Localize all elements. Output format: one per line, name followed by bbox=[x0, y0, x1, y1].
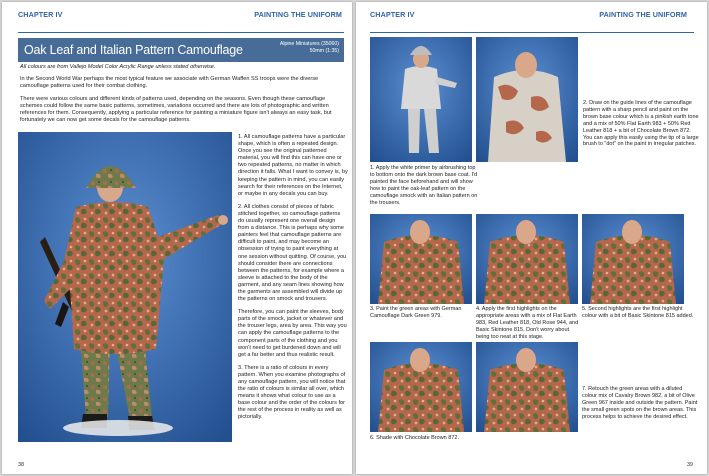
step-6-caption: 6. Shade with Chocolate Brown 872. bbox=[370, 435, 459, 441]
article-title-bar bbox=[18, 38, 344, 62]
step-5-caption: 5. Second highlights are the first highlight colour with a bit of Basic Skintone 815 added. bbox=[582, 306, 694, 319]
left-page bbox=[2, 2, 352, 474]
step-2b-text: Therefore, you can paint the sleeves, body parts of the smock, jacket or whatever and the trouser legs, area by area. This way you can apply the camouflage patterns to the component parts of the clothing and you won't need to get burdened down and will get a far better and thus realistic result. bbox=[238, 309, 347, 358]
step-1-caption: 1. Apply the white primer by airbrushing top to bottom onto the dark brown base coat. I'd painted the face beforehand and will show how to paint the oak-leaf pattern on the camouflage smock with an Italian pattern on the trousers. bbox=[370, 165, 478, 206]
page-number: 39 bbox=[686, 462, 693, 468]
intro-paragraph: In the Second World War perhaps the most typical feature we associate with German Waffen SS troops were the diverse camouflage patterns used for their combat clothing. bbox=[20, 76, 319, 90]
step-3-text: 3. There is a ratio of colours in every pattern. When you examine photographs of any camouflage pattern, you will notice that the ratio of colours is similar all over, which means it shows what colour to use as a base colour and the order of the colours for the rest of the process in reality as well as pictorially. bbox=[238, 364, 346, 421]
step-2-photo bbox=[476, 37, 578, 162]
step-3-caption: 3. Paint the green areas with German Camouflage Dark Green 979. bbox=[370, 306, 462, 319]
intro-text bbox=[20, 76, 342, 131]
colour-note: All colours are from Vallejo Model Color Acrylic Range unless stated otherwise. bbox=[20, 64, 216, 70]
step-text-column bbox=[238, 134, 348, 428]
figure-main-photo bbox=[18, 132, 232, 442]
step-2-text: 2. All clothes consist of pieces of fabric stitched together, so camouflage patterns do usually represent one overall design from a distance. This is perhaps why some painters feel that camouflage patterns are difficult to paint, and may become an obsession of trying to paint everything at one session without quitting. Of course, you should consider there are connections between the patterns, for example where a sleeve is attached to the body of the garment, and any seam lines showing how the garments are assembled will divide up the patterns on smock and trousers. bbox=[238, 203, 347, 303]
product-info bbox=[280, 41, 339, 55]
step-1-text: 1. All camouflage patterns have a particular shape, which is often a repeated design. Once you see the original patterned material, you will find this can have one or two repeated patterns, no matter in which direction it falls. What I want to convey is, by keeping the pattern in mind, you can easily search for their references on the Internet, or maybe in any decals you can buy. bbox=[238, 134, 348, 197]
section-heading: PAINTING THE UNIFORM bbox=[599, 10, 687, 19]
scale-line: 50mm (1:35) bbox=[309, 48, 339, 55]
page-number: 38 bbox=[18, 462, 25, 468]
step-4-photo bbox=[476, 214, 578, 304]
intro-paragraph: There were various colours and different kinds of patterns used, depending on the seasons. Even though these camouflage schemes could follow the same basic patterns, sometimes, variations occurred and there are lots of photographic and written references for them. Consequently, applying a particular reference for painting a miniature figure isn't always an easy task, but fortunately we can now get some decals for the camouflage patterns. bbox=[20, 96, 332, 124]
step-7-photo bbox=[476, 342, 578, 432]
step-6-photo bbox=[370, 342, 472, 432]
step-4-caption: 4. Apply the first highlights on the appropriate areas with a mix of Flat Earth 983, Red Leather 818, Old Rose 944, and Basic Skintone 815. Don't worry about being too neat at this stage. bbox=[476, 306, 579, 340]
step-5-photo bbox=[582, 214, 684, 304]
section-heading: PAINTING THE UNIFORM bbox=[254, 10, 342, 19]
step-7-caption: 7. Retouch the green areas with a diluted colour mix of Cavalry Brown 982, a bit of Olive Green 967 inside and outside the pattern. Paint the small green spots on the brown areas. This process helps to achieve the desired effect. bbox=[582, 386, 698, 420]
header-rule bbox=[370, 32, 694, 33]
header-rule bbox=[18, 32, 344, 33]
step-3-photo bbox=[370, 214, 472, 304]
product-line: Alpine Miniatures (35060) bbox=[279, 41, 339, 47]
step-1-photo bbox=[370, 37, 472, 162]
article-title: Oak Leaf and Italian Pattern Camouflage bbox=[24, 43, 243, 57]
chapter-heading: CHAPTER IV bbox=[370, 10, 415, 19]
chapter-heading: CHAPTER IV bbox=[18, 10, 63, 19]
right-page bbox=[356, 2, 707, 474]
step-2-caption: 2. Draw on the guide lines of the camouflage pattern with a sharp pencil and paint on the brown base colour which is a pinkish earth tone and a mix of 50% Flat Earth 983 + 50% Red Leather 818 + a bit of Chocolate Brown 872. You can apply this easily using the tip of a large brush to "dot" on the paint in irregular patches. bbox=[583, 100, 699, 148]
